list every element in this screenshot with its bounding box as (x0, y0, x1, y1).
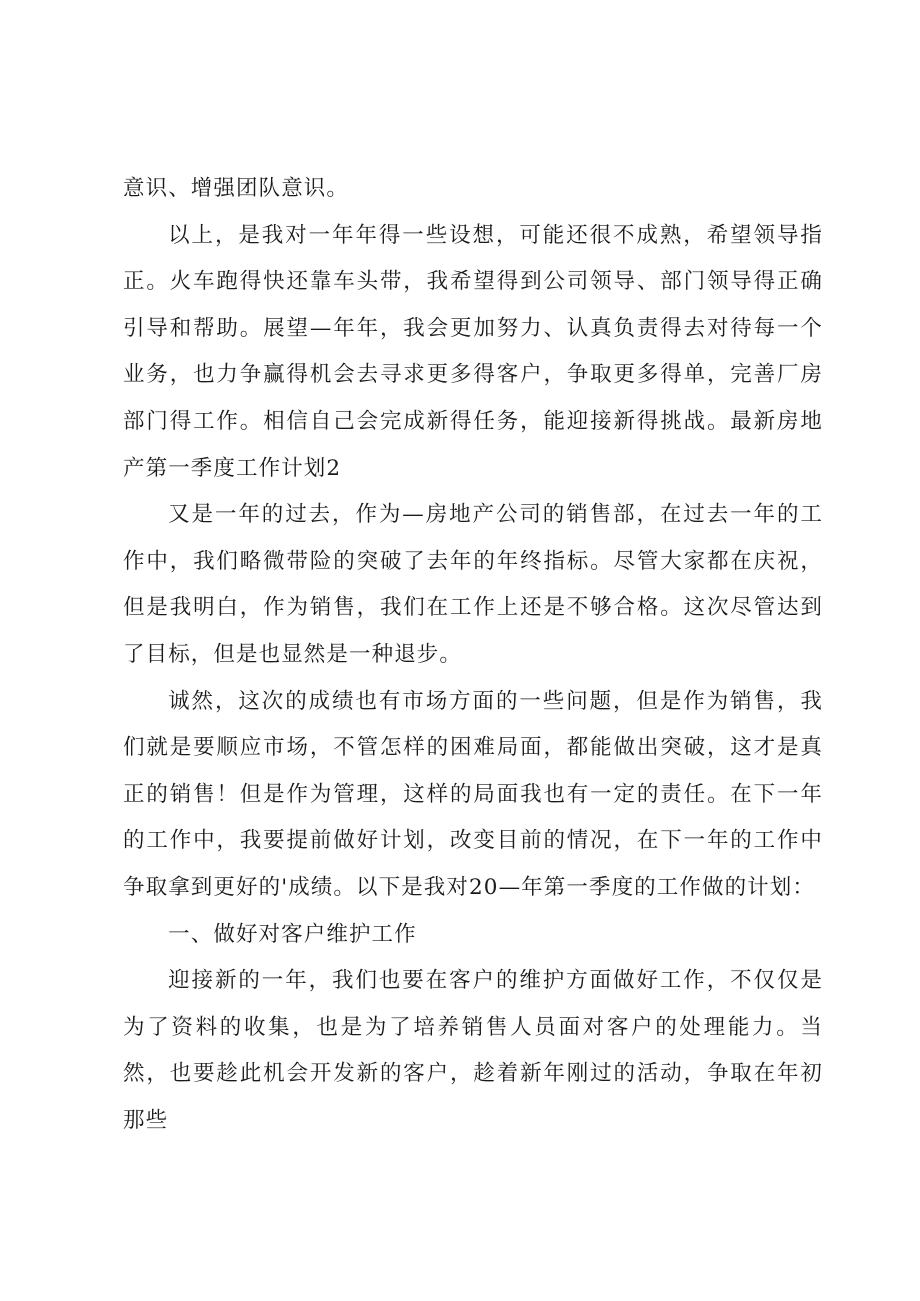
paragraph-client-maintenance: 迎接新的一年，我们也要在客户的维护方面做好工作，不仅仅是为了资料的收集，也是为了培养销售人员面对客户的处理能力。当然，也要趁此机会开发新的客户，趁着新年刚过的活动，争取在年初那些 (123, 968, 823, 1133)
paragraph-intro: 又是一年的过去，作为—房地产公司的销售部，在过去一年的工作中，我们略微带险的突破了去年的年终指标。尽管大家都在庆祝，但是我明白，作为销售，我们在工作上还是不够合格。这次尽管达到了目标，但是也显然是一种退步。 (123, 502, 823, 667)
document-body (123, 166, 823, 1144)
paragraph-reflection: 诚然，这次的成绩也有市场方面的一些问题，但是作为销售，我们就是要顺应市场，不管怎样的困难局面，都能做出突破，这才是真正的销售！但是作为管理，这样的局面我也有一定的责任。在下一年的工作中，我要提前做好计划，改变目前的情况，在下一年的工作中争取拿到更好的'成绩。以下是我对20—年第一季度的工作做的计划： (123, 688, 823, 900)
paragraph-summary: 以上，是我对一年年得一些设想，可能还很不成熟，希望领导指正。火车跑得快还靠车头带，我希望得到公司领导、部门领导得正确引导和帮助。展望—年年，我会更加努力、认真负责得去对待每一个业务，也力争赢得机会去寻求更多得客户，争取更多得单，完善厂房部门得工作。相信自己会完成新得任务，能迎接新得挑战。最新房地产第一季度工作计划2 (123, 222, 823, 481)
section-heading: 一、做好对客户维护工作 (168, 921, 417, 947)
paragraph-continuation: 意识、增强团队意识。 (123, 176, 350, 201)
